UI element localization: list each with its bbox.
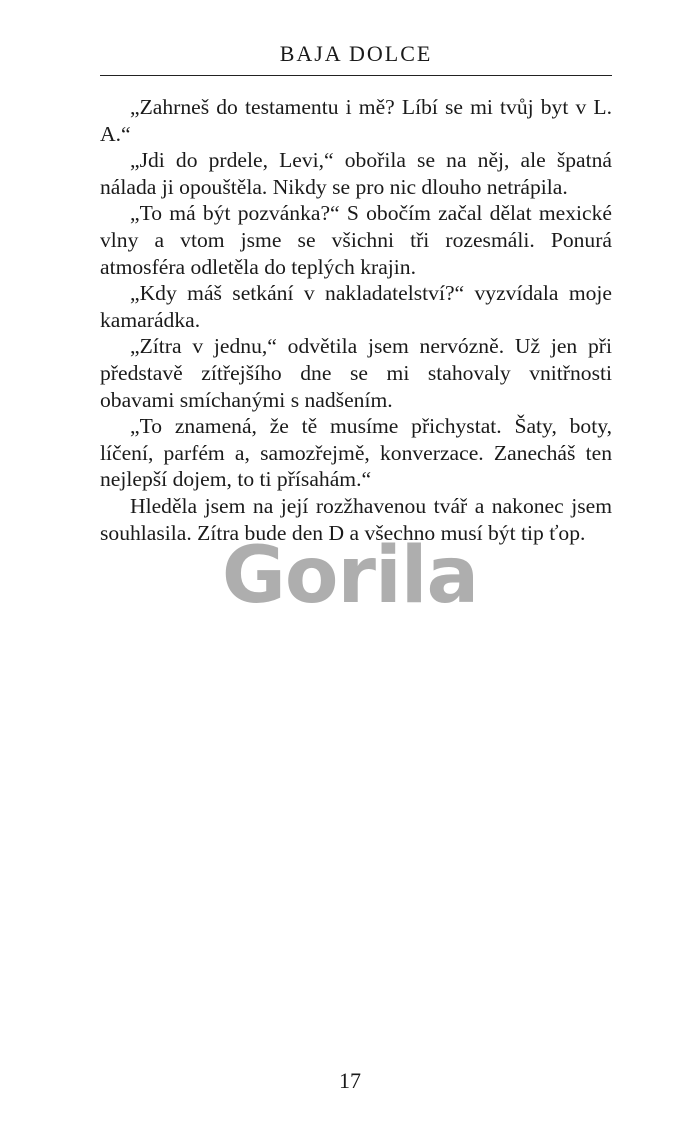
body-text [100,94,612,546]
paragraph: „Jdi do prdele, Levi,“ obořila se na něj, ale špatná nálada ji opouštěla. Nikdy se pro nic dlouho netrápila. [100,148,612,199]
page-number: 17 [339,1068,361,1093]
paragraph: „Kdy máš setkání v nakladatelství?“ vyzvídala moje kamarádka. [100,281,612,332]
paragraph: „To znamená, že tě musíme přichystat. Šaty, boty, líčení, parfém a, samozřejmě, konverzace. Zanecháš ten nejlepší dojem, to ti přísahám.“ [100,414,612,492]
paragraph: „Zítra v jednu,“ odvětila jsem nervózně. Už jen při představě zítřejšího dne se mi stahovaly vnitřnosti obavami smíchanými s nadšením. [100,334,612,412]
paragraph: „Zahrneš do testamentu i mě? Líbí se mi tvůj byt v L. A.“ [100,95,612,146]
paragraph: „To má být pozvánka?“ S obočím začal dělat mexické vlny a vtom jsme se všichni tři rozesmáli. Ponurá atmosféra odletěla do teplých krajin. [100,201,612,279]
running-head-title: BAJA DOLCE [279,41,433,66]
header-rule [100,75,612,76]
paragraph: Hleděla jsem na její rozžhavenou tvář a nakonec jsem souhlasila. Zítra bude den D a všechno musí být tip ťop. [100,493,612,545]
watermark-logo: Gorila [221,531,479,621]
